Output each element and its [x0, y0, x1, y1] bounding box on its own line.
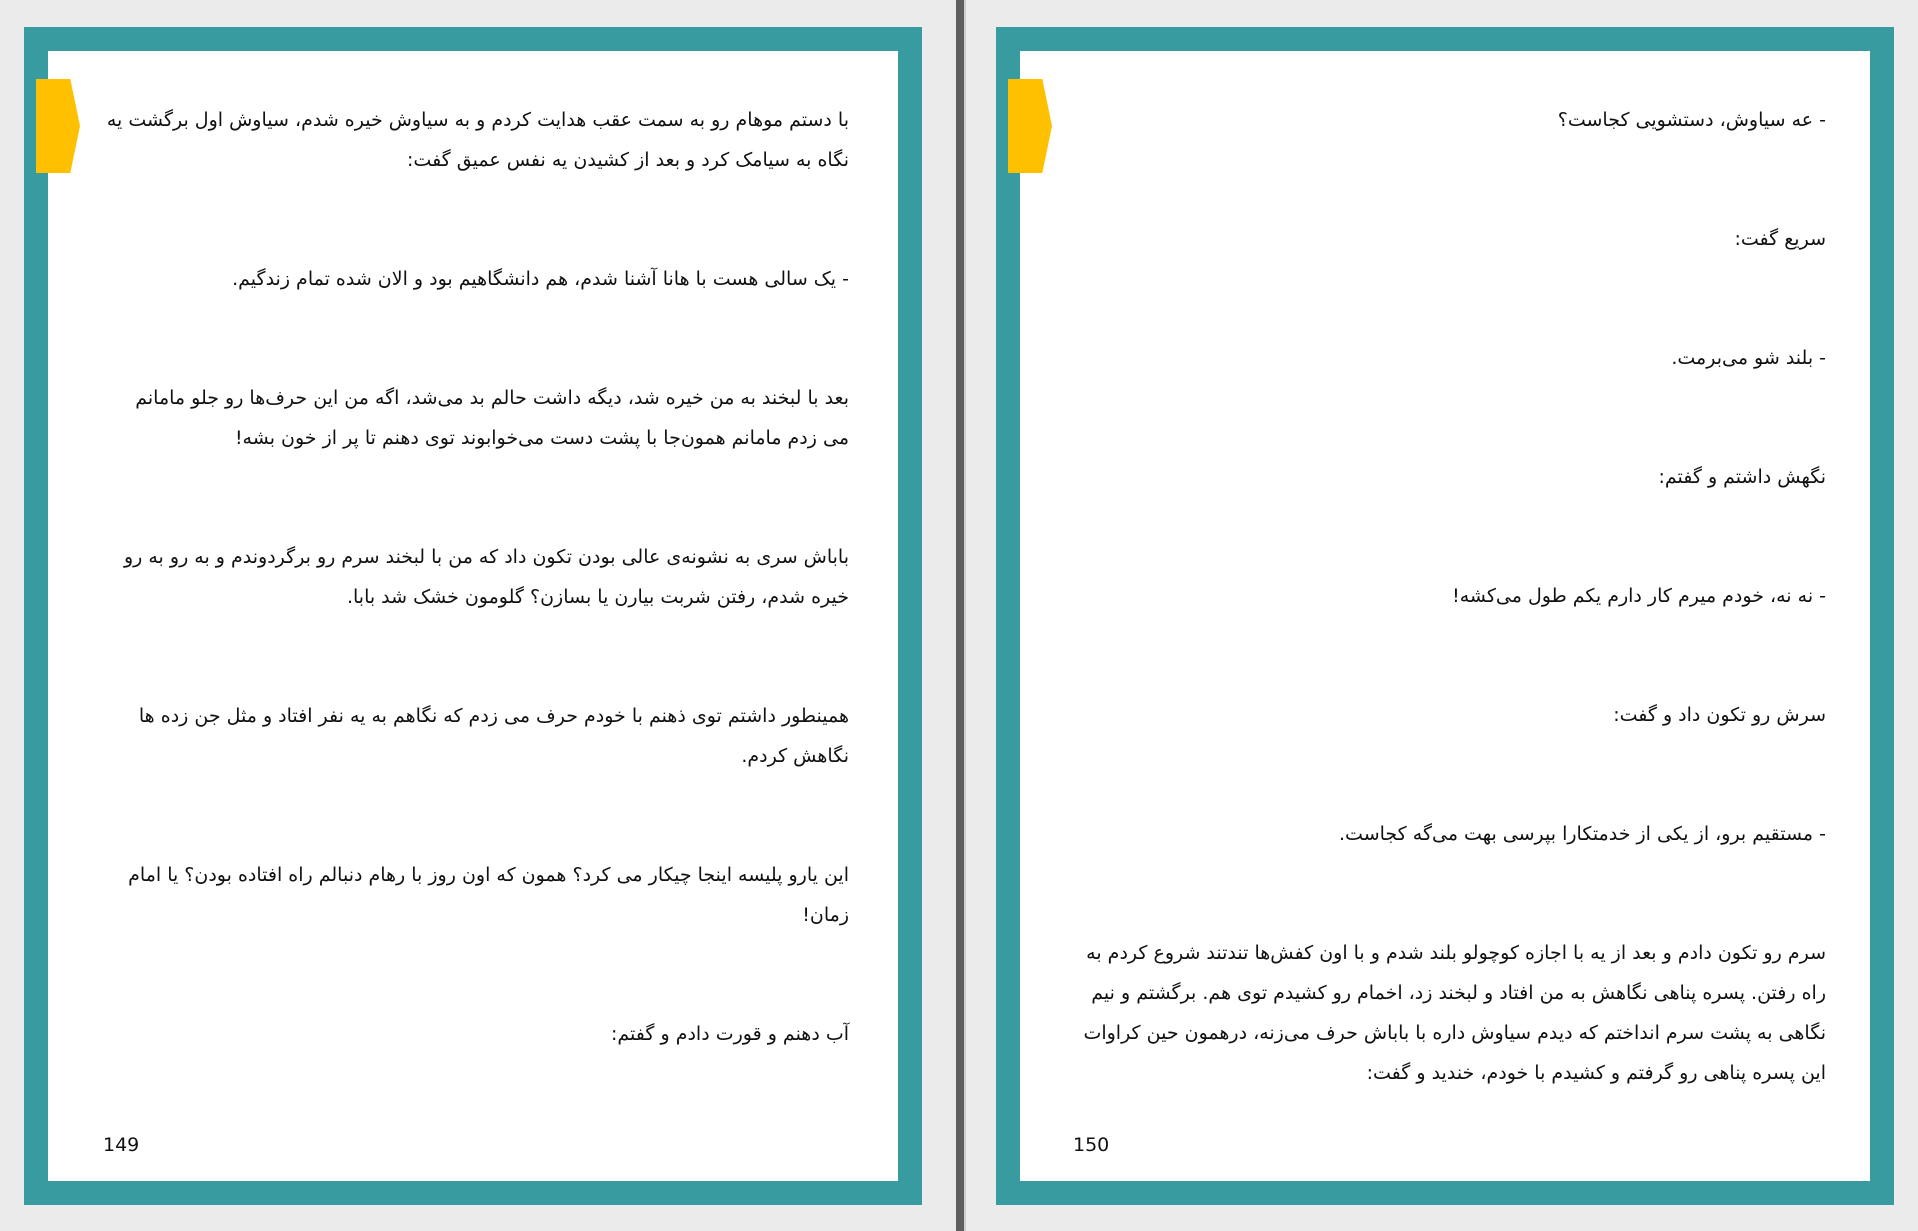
page-149	[24, 27, 922, 1205]
paragraph: نگهش داشتم و گفتم:	[1658, 466, 1826, 488]
page-divider	[956, 0, 964, 1231]
paragraph: سرم رو تکون دادم و بعد از یه با اجازه کوچولو بلند شدم و با اون کفش‌ها تندتند شروع کردم به راه رفتن. پسره پناهی نگاهش به من افتاد و لبخند زد، اخمام رو کشیدم توی هم. برگشتم و نیم نگاهی به پشت سرم انداختم که دیدم سیاوش داره با باباش حرف می‌زنه، درهمون حین کراوات این پسره پناهی رو گرفتم و کشیدم با خودم، خندید و گفت:	[1083, 942, 1826, 1084]
paragraph: با دستم موهام رو به سمت عقب هدایت کردم و به سیاوش خیره شدم، سیاوش اول برگشت یه نگاه به سیامک کرد و بعد از کشیدن یه نفس عمیق گفت:	[106, 109, 849, 171]
page-150	[996, 27, 1894, 1205]
page-text	[104, 100, 849, 1133]
paragraph: - مستقیم برو، از یکی از خدمتکارا بپرسی بهت می‌گه کجاست.	[1339, 823, 1826, 845]
page-number: 150	[1073, 1134, 1110, 1156]
paragraph: سرش رو تکون داد و گفت:	[1613, 704, 1826, 726]
paragraph: همینطور داشتم توی ذهنم با خودم حرف می زدم که نگاهم به یه نفر افتاد و مثل جن زده ها نگاهش کردم.	[138, 705, 849, 767]
paragraph: این یارو پلیسه اینجا چیکار می کرد؟ همون که اون روز با رهام دنبالم راه افتاده بودن؟ یا امام زمان!	[128, 864, 849, 926]
page-number: 149	[103, 1134, 140, 1156]
paragraph: بعد با لبخند به من خیره شد، دیگه داشت حالم بد می‌شد، اگه من این حرف‌ها رو جلو مامانم می زدم مامانم همون‌جا با پشت دست می‌خوابوند توی دهنم تا پر از خون بشه!	[135, 387, 849, 449]
page-text	[1056, 100, 1826, 1172]
paragraph: - بلند شو می‌برمت.	[1671, 347, 1826, 369]
paragraph: باباش سری به نشونه‌ی عالی بودن تکون داد که من با لبخند سرم رو برگردوندم و به رو به رو خیره شدم، رفتن شربت بیارن یا بسازن؟ گلومون خشک شد بابا.	[123, 546, 849, 608]
paragraph: - نه نه، خودم میرم کار دارم یکم طول می‌کشه!	[1452, 585, 1826, 607]
paragraph: - یک سالی هست با هانا آشنا شدم، هم دانشگاهیم بود و الان شده تمام زندگیم.	[232, 268, 849, 290]
paragraph: آب دهنم و قورت دادم و گفتم:	[611, 1023, 849, 1045]
paragraph: سریع گفت:	[1734, 228, 1826, 250]
paragraph: - عه سیاوش، دستشویی کجاست؟	[1557, 109, 1826, 131]
page-divider-highlight	[964, 0, 966, 1231]
